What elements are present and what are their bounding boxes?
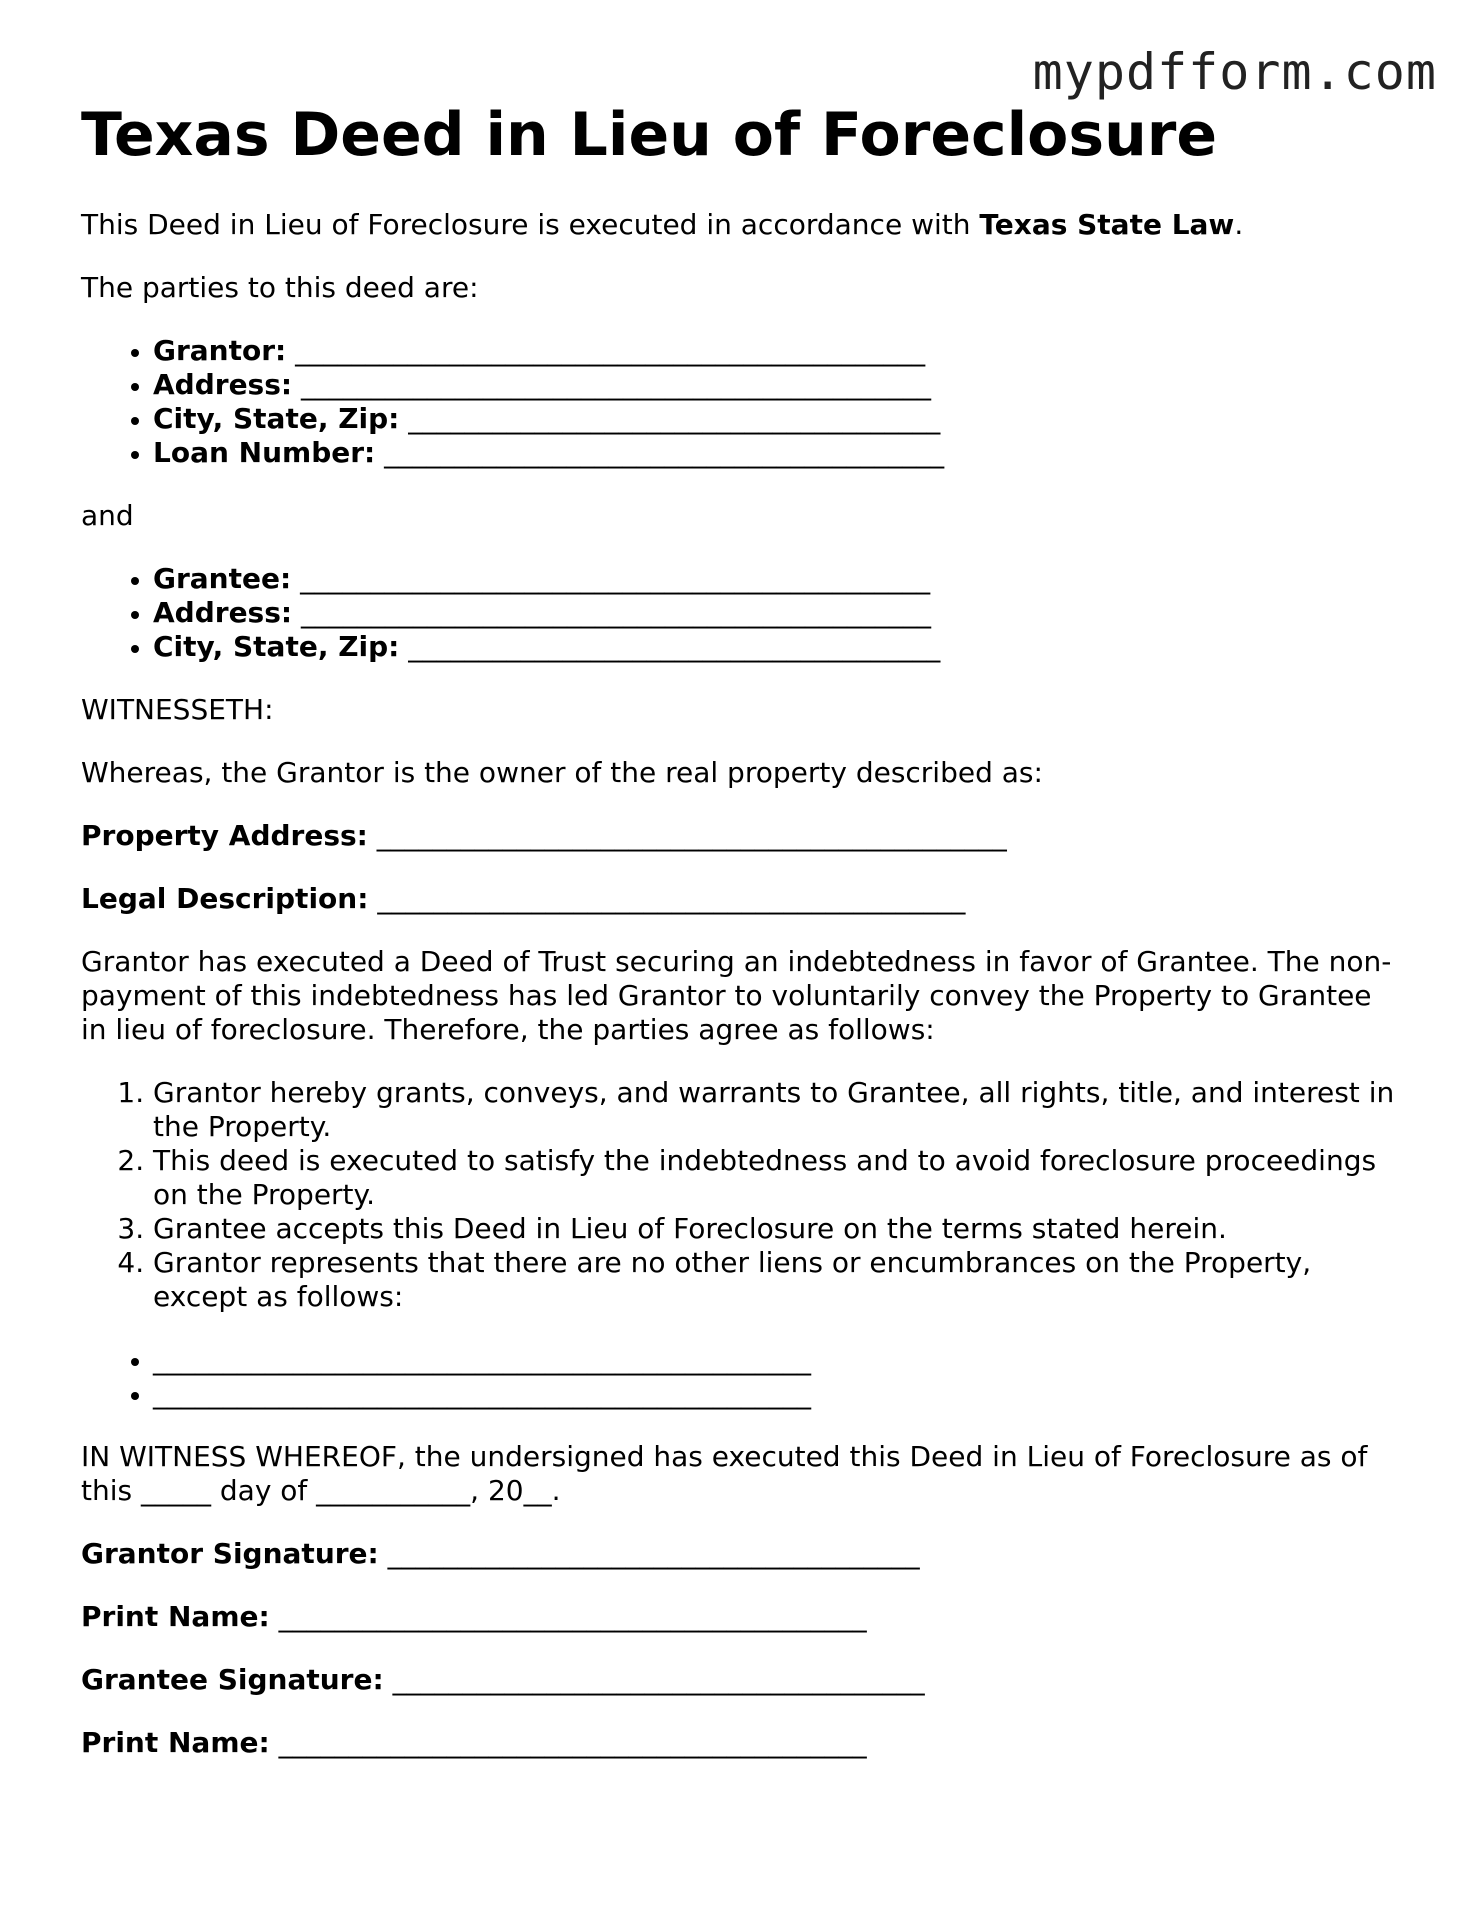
field-label: Print Name: xyxy=(81,1726,270,1759)
intro-text-end: . xyxy=(1234,208,1244,241)
field-label: Address: xyxy=(153,596,293,629)
grantor-address-field[interactable] xyxy=(153,368,1401,402)
grantor-print-name-field[interactable] xyxy=(81,1600,1401,1634)
field-label: Grantor Signature: xyxy=(81,1537,379,1570)
field-blank[interactable]: __________________________________________ xyxy=(278,1726,867,1759)
term-item: 1. Grantor hereby grants, conveys, and warrants to Grantee, all rights, title, and interest in the Property. xyxy=(153,1076,1401,1144)
whereas-paragraph: Whereas, the Grantor is the owner of the real property described as: xyxy=(81,756,1043,789)
field-blank[interactable]: _____________________________________________ xyxy=(301,368,931,401)
document-body xyxy=(81,208,1401,1789)
field-blank[interactable]: ______________________________________ xyxy=(392,1663,925,1696)
field-blank[interactable]: _____________________________________________ xyxy=(301,596,931,629)
grantee-signature-field[interactable] xyxy=(81,1663,1401,1697)
field-label: Print Name: xyxy=(81,1600,270,1633)
in-witness-paragraph: IN WITNESS WHEREOF, the undersigned has executed this Deed in Lieu of Foreclosure as of this _____ day of ___________, 20__. xyxy=(81,1440,1368,1507)
field-blank[interactable]: __________________________________________ xyxy=(278,1600,867,1633)
and-text: and xyxy=(81,499,134,532)
encumbrance-blank[interactable] xyxy=(153,1343,1401,1377)
field-blank[interactable]: __________________________________________ xyxy=(377,882,966,915)
field-blank[interactable]: _____________________________________________ xyxy=(300,562,931,595)
field-blank[interactable]: ______________________________________ xyxy=(387,1537,920,1570)
grantee-print-name-field[interactable] xyxy=(81,1726,1401,1760)
legal-description-field[interactable] xyxy=(81,882,1401,916)
grantee-address-field[interactable] xyxy=(153,596,1401,630)
grantee-field-list xyxy=(81,562,1401,664)
field-label: Address: xyxy=(153,368,293,401)
field-blank[interactable]: ______________________________________ xyxy=(408,630,941,663)
grantee-city-state-zip-field[interactable] xyxy=(153,630,1401,664)
encumbrance-blank[interactable] xyxy=(153,1377,1401,1411)
term-item: 4. Grantor represents that there are no other liens or encumbrances on the Property, except as follows: xyxy=(153,1246,1401,1314)
field-blank[interactable]: _____________________________________________ xyxy=(376,819,1007,852)
field-label: Property Address: xyxy=(81,819,368,852)
intro-bold-law: Texas State Law xyxy=(979,208,1235,241)
loan-number-field[interactable] xyxy=(153,436,1401,470)
grantor-name-field[interactable] xyxy=(153,334,1401,368)
field-blank[interactable]: _______________________________________________ xyxy=(153,1377,811,1410)
grantee-name-field[interactable] xyxy=(153,562,1401,596)
intro-text: This Deed in Lieu of Foreclosure is executed in accordance with xyxy=(81,208,980,241)
grantor-field-list xyxy=(81,334,1401,470)
field-blank[interactable]: _______________________________________________ xyxy=(153,1343,811,1376)
grantor-paragraph: Grantor has executed a Deed of Trust securing an indebtedness in favor of Grantee. The non-payment of this indebtedness has led Grantor to voluntarily convey the Property to Grantee in lieu of foreclosure. Therefore, the parties agree as follows: xyxy=(81,945,1392,1046)
field-label: Legal Description: xyxy=(81,882,369,915)
grantor-signature-field[interactable] xyxy=(81,1537,1401,1571)
witnesseth-heading: WITNESSETH: xyxy=(81,693,274,726)
intro-paragraph xyxy=(81,208,1401,242)
term-item: 2. This deed is executed to satisfy the indebtedness and to avoid foreclosure proceedings on the Property. xyxy=(153,1144,1401,1212)
field-blank[interactable]: ________________________________________ xyxy=(384,436,945,469)
field-blank[interactable]: _____________________________________________ xyxy=(295,334,926,367)
field-label: Grantee Signature: xyxy=(81,1663,384,1696)
document-title: Texas Deed in Lieu of Foreclosure xyxy=(81,100,1218,170)
encumbrance-list xyxy=(81,1343,1401,1411)
field-label: City, State, Zip: xyxy=(153,630,400,663)
terms-list xyxy=(81,1076,1401,1314)
field-label: City, State, Zip: xyxy=(153,402,400,435)
term-item: 3. Grantee accepts this Deed in Lieu of Foreclosure on the terms stated herein. xyxy=(153,1212,1401,1246)
field-label: Loan Number: xyxy=(153,436,376,469)
property-address-field[interactable] xyxy=(81,819,1401,853)
field-label: Grantee: xyxy=(153,562,292,595)
watermark: mypdfform.com xyxy=(1032,43,1437,101)
grantor-city-state-zip-field[interactable] xyxy=(153,402,1401,436)
field-blank[interactable]: ______________________________________ xyxy=(408,402,941,435)
parties-heading: The parties to this deed are: xyxy=(81,271,479,304)
field-label: Grantor: xyxy=(153,334,287,367)
